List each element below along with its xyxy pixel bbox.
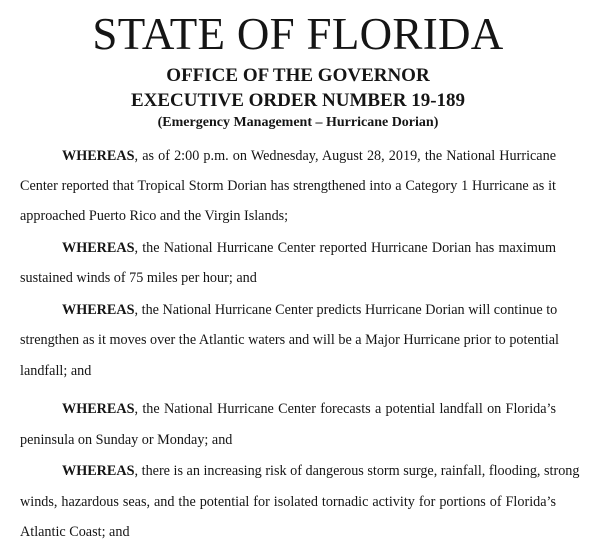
paragraph-3-line-3: landfall; and — [20, 363, 92, 379]
whereas-label: WHEREAS — [62, 240, 135, 256]
paragraph-text: , the National Hurricane Center reported Hurricane Dorian has maximum — [134, 240, 556, 256]
whereas-label: WHEREAS — [62, 401, 135, 417]
paragraph-1-line-3: approached Puerto Rico and the Virgin Islands; — [20, 208, 289, 224]
paragraph-5-line-3: Atlantic Coast; and — [20, 524, 130, 540]
paragraph-2-line-1 — [62, 238, 556, 258]
paragraph-5-line-1 — [62, 461, 580, 481]
paragraph-5-line-2: winds, hazardous seas, and the potential for isolated tornadic activity for portions of Florida’s — [20, 494, 556, 510]
order-subtitle: (Emergency Management – Hurricane Dorian) — [157, 115, 439, 130]
order-number-heading: EXECUTIVE ORDER NUMBER 19-189 — [130, 90, 466, 111]
paragraph-4-line-2: peninsula on Sunday or Monday; and — [20, 432, 233, 448]
paragraph-1-line-2: Center reported that Tropical Storm Dorian has strengthened into a Category 1 Hurricane as it — [20, 178, 556, 194]
paragraph-2-line-2: sustained winds of 75 miles per hour; and — [20, 270, 257, 286]
paragraph-3-line-2: strengthen as it moves over the Atlantic waters and will be a Major Hurricane prior to potential — [20, 332, 559, 348]
paragraph-text: , the National Hurricane Center forecasts a potential landfall on Florida’s — [134, 401, 556, 417]
office-heading: OFFICE OF THE GOVERNOR — [166, 65, 430, 86]
document-title: STATE OF FLORIDA — [92, 9, 504, 59]
paragraph-text: , there is an increasing risk of dangerous storm surge, rainfall, flooding, strong — [134, 463, 580, 479]
paragraph-text: , the National Hurricane Center predicts Hurricane Dorian will continue to — [134, 302, 558, 318]
whereas-label: WHEREAS — [62, 302, 135, 318]
paragraph-3-line-1 — [62, 300, 556, 320]
paragraph-1-line-1 — [62, 146, 556, 166]
paragraph-4-line-1 — [62, 399, 556, 419]
paragraph-text: , as of 2:00 p.m. on Wednesday, August 28, 2019, the National Hurricane — [134, 148, 556, 164]
whereas-label: WHEREAS — [62, 463, 135, 479]
whereas-label: WHEREAS — [62, 148, 135, 164]
